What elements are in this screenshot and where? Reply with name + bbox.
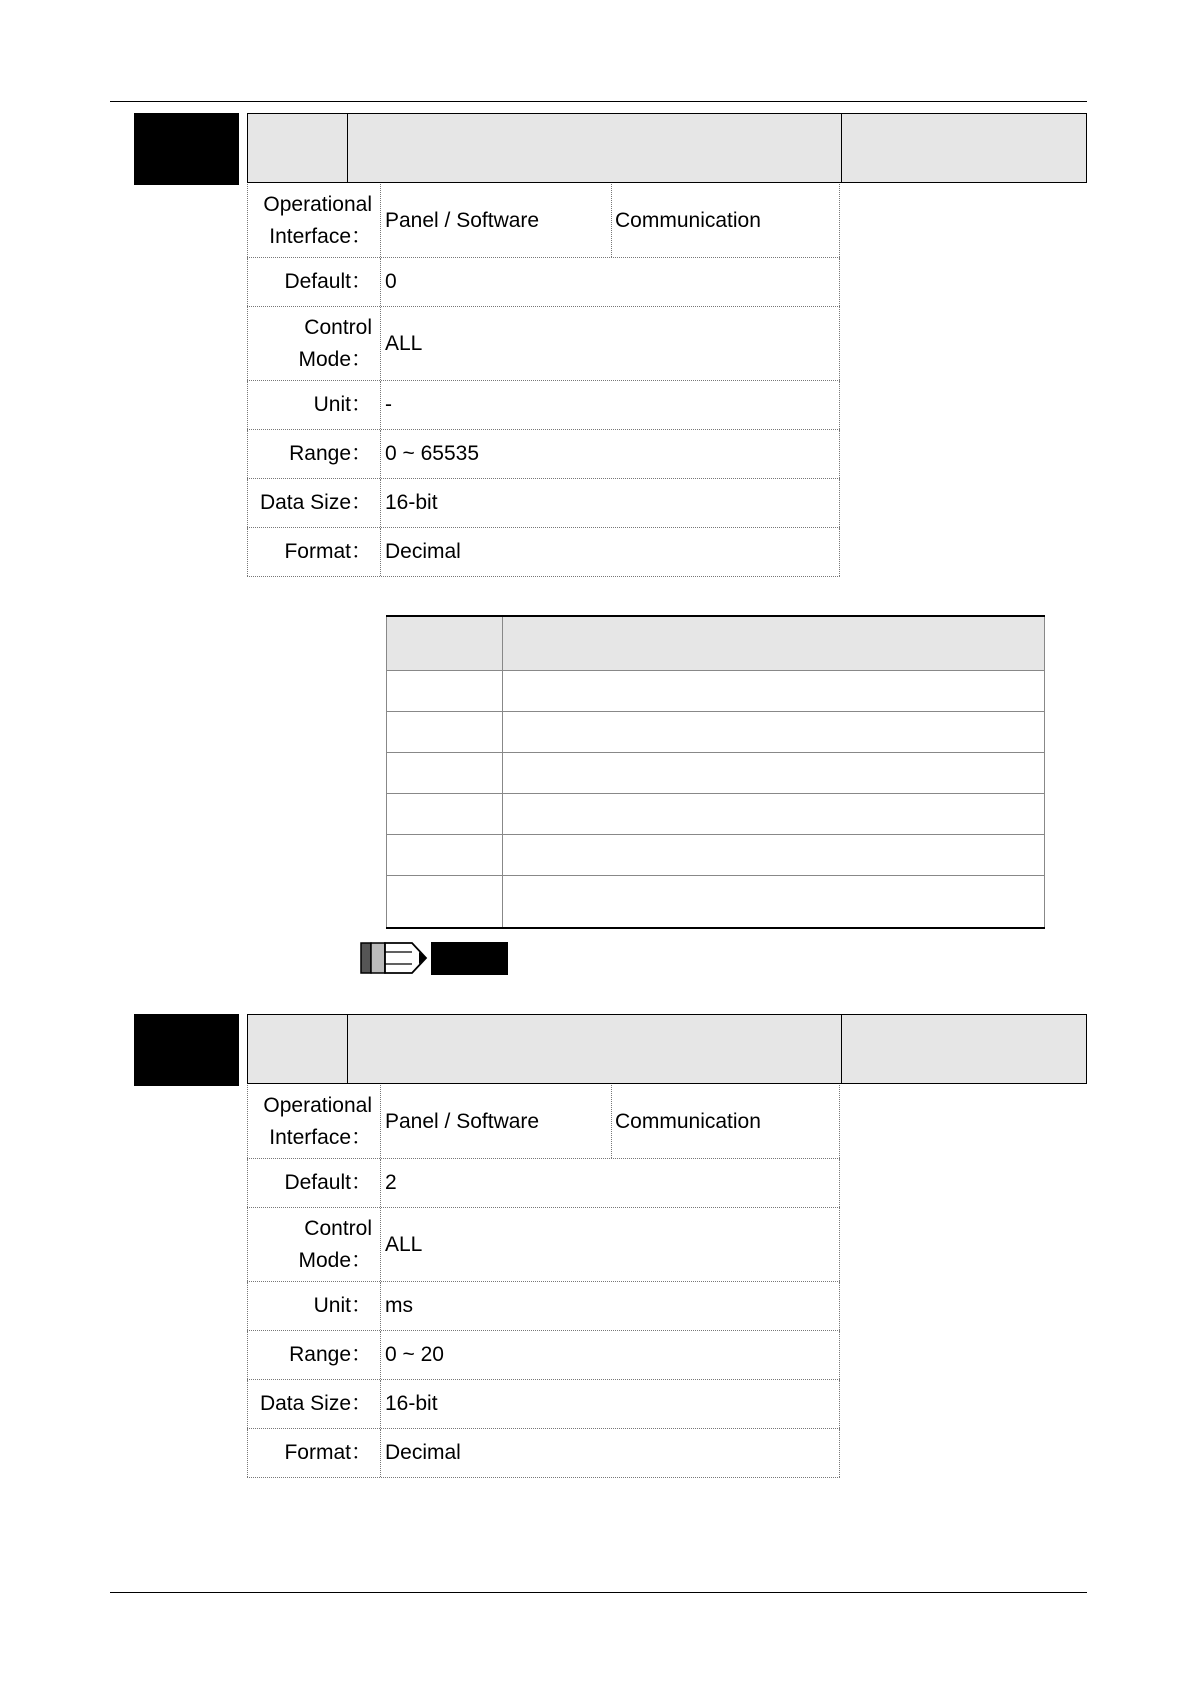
param2-header	[247, 1014, 1087, 1084]
footer-rule	[110, 1592, 1087, 1593]
control-mode-label-2: Mode：	[298, 1248, 372, 1272]
header-rule	[110, 101, 1087, 102]
param2-row-range	[247, 1331, 840, 1380]
unit-label: Unit：	[247, 381, 381, 429]
param2-row-format	[247, 1429, 840, 1478]
param1-row-operational-interface	[247, 184, 840, 258]
param2-row-control-mode	[247, 1208, 840, 1282]
note-label-box	[431, 942, 508, 975]
control-mode-label-1: Control	[304, 315, 372, 339]
param1-header	[247, 113, 1087, 183]
param1-row-data-size	[247, 479, 840, 528]
format-label: Format：	[247, 1429, 381, 1477]
param1-row-default	[247, 258, 840, 307]
param2-tag	[134, 1014, 239, 1086]
param2-table	[247, 1085, 840, 1478]
operational-interface-label-2: Interface：	[269, 1125, 372, 1149]
data-size-value: 16-bit	[381, 479, 840, 527]
range-label: Range：	[247, 430, 381, 478]
control-mode-label-2: Mode：	[298, 347, 372, 371]
operational-interface-value-2: Communication	[612, 184, 840, 257]
unit-label: Unit：	[247, 1282, 381, 1330]
range-value: 0 ~ 20	[381, 1331, 840, 1379]
unit-value: ms	[381, 1282, 840, 1330]
param1-row-unit	[247, 381, 840, 430]
param1-row-range	[247, 430, 840, 479]
param1-table	[247, 184, 840, 577]
data-size-label: Data Size：	[247, 479, 381, 527]
param2-row-unit	[247, 1282, 840, 1331]
operational-interface-value-1: Panel / Software	[381, 1085, 612, 1158]
param2-row-default	[247, 1159, 840, 1208]
settings-table-header	[387, 616, 1045, 671]
default-label: Default：	[247, 258, 381, 306]
note-pencil-icon	[360, 941, 430, 975]
control-mode-label-1: Control	[304, 1216, 372, 1240]
unit-value: -	[381, 381, 840, 429]
table-row	[387, 712, 1045, 753]
table-row	[387, 794, 1045, 835]
param1-row-format	[247, 528, 840, 577]
param1-tag	[134, 113, 239, 185]
default-value: 2	[381, 1159, 840, 1207]
operational-interface-label-1: Operational	[263, 1093, 372, 1117]
table-row	[387, 835, 1045, 876]
param2-row-operational-interface	[247, 1085, 840, 1159]
format-value: Decimal	[381, 1429, 840, 1477]
table-row	[387, 671, 1045, 712]
default-label: Default：	[247, 1159, 381, 1207]
range-label: Range：	[247, 1331, 381, 1379]
settings-table	[386, 615, 1045, 929]
operational-interface-value-1: Panel / Software	[381, 184, 612, 257]
table-row	[387, 876, 1045, 928]
param2-row-data-size	[247, 1380, 840, 1429]
param1-row-control-mode	[247, 307, 840, 381]
data-size-value: 16-bit	[381, 1380, 840, 1428]
control-mode-value: ALL	[381, 307, 840, 380]
default-value: 0	[381, 258, 840, 306]
range-value: 0 ~ 65535	[381, 430, 840, 478]
format-value: Decimal	[381, 528, 840, 576]
operational-interface-value-2: Communication	[612, 1085, 840, 1158]
control-mode-value: ALL	[381, 1208, 840, 1281]
format-label: Format：	[247, 528, 381, 576]
operational-interface-label-1: Operational	[263, 192, 372, 216]
operational-interface-label-2: Interface：	[269, 224, 372, 248]
table-row	[387, 753, 1045, 794]
data-size-label: Data Size：	[247, 1380, 381, 1428]
